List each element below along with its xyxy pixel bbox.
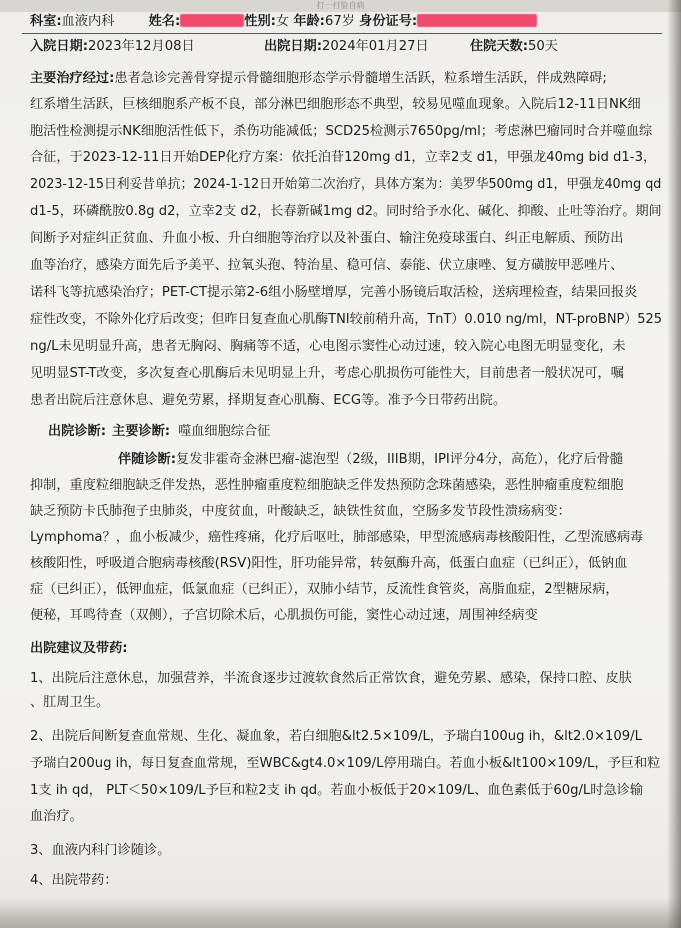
stay-value: 50天 [528, 39, 558, 54]
dept-label: 科室: [30, 14, 62, 29]
advice-title: 出院建议及带药: [30, 641, 128, 656]
advice-item-1b: 、肛周卫生。 [30, 695, 110, 710]
course-line-12: 患者出院后注意休息、避免劳累，择期复查心肌酶、ECG等。准予今日带药出院。 [30, 393, 507, 408]
course-line-9: 症性改变，不除外化疗后改变；但昨日复查血心肌酶TNI较前稍升高，TnT）0.010 ng/ml，NT-proBNP）525 [30, 312, 663, 327]
secondary-text: 复发非霍奇金淋巴瘤-滤泡型（2级，IIIB期，IPI评分4分，高危），化疗后骨髓 [176, 452, 624, 467]
age-value: 67岁 [324, 14, 355, 29]
header-row-2 [30, 38, 195, 56]
main-diagnosis-value: 噬血细胞综合征 [178, 424, 271, 439]
admit-value: 2023年12月08日 [88, 39, 195, 54]
discharge-date [264, 38, 429, 56]
header-divider [22, 33, 662, 34]
diagnosis-title: 出院诊断: [48, 424, 107, 439]
secondary-line-1: 抑制，重度粒细胞缺乏伴发热，恶性肿瘤重度粒细胞缺乏伴发热预防念珠菌感染，恶性肿瘤重度粒细胞 [30, 478, 624, 493]
name-label: 姓名: [148, 14, 181, 29]
paper-right-shadow [667, 0, 681, 928]
course-title: 主要治疗经过: [30, 71, 115, 86]
main-diagnosis-label: 主要诊断: [112, 424, 171, 439]
course-line-5: d1-5，环磷酰胺0.8g d2，立幸2支 d2，长春新碱1mg d2。同时给予水化、碱化、抑酸、止吐等治疗。期间 [30, 204, 662, 219]
id-label: 身份证号: [359, 14, 418, 29]
paper-bottom-shadow [0, 898, 681, 928]
course-line-7: 血等治疗，感染方面先后予美平、拉氧头孢、特治星、稳可信、泰能、伏立康唑、复方磺胺甲恶唑片、 [30, 258, 624, 273]
discharge-label: 出院日期: [264, 39, 323, 54]
secondary-line-2: 缺乏预防卡氏肺孢子虫肺炎，中度贫血，叶酸缺乏，缺铁性贫血，空肠多发节段性溃疡病变： [30, 504, 571, 519]
sex-label: 性别: [244, 14, 276, 29]
advice-item-1a: 1、出院后注意休息，加强营养，半流食逐步过渡软食然后正常饮食，避免劳累、感染，保持口腔、皮肤 [30, 671, 632, 686]
header-row-1 [30, 13, 537, 31]
top-stub: 打一打验自病 [0, 0, 681, 12]
admit-label: 入院日期: [30, 39, 89, 54]
sex-value: 女 [275, 14, 290, 29]
advice-item-2d: 血治疗。 [30, 809, 83, 824]
course-line-2: 胞活性检测提示NK细胞活性低下，杀伤功能减低；SCD25检测示7650pg/ml；考虑淋巴瘤同时合并噬血综 [30, 124, 653, 139]
stay-days [470, 38, 558, 56]
advice-item-2a: 2、出院后间断复查血常规、生化、凝血象，若白细胞&lt2.5×109/L，予瑞白100ug ih，&lt2.0×109/L [30, 729, 642, 744]
secondary-diagnosis-label: 伴随诊断: [118, 452, 177, 467]
course-line-11: 见明显ST-T改变，多次复查心肌酶后未见明显上升，考虑心肌损伤可能性大，目前患者一般状况可，嘱 [30, 366, 624, 381]
advice-item-4: 4、出院带药： [30, 873, 118, 888]
dept-value: 血液内科 [61, 14, 115, 29]
secondary-line-4: 核酸阳性，呼吸道合胞病毒核酸(RSV)阳性，肝功能异常，转氨酶升高，低蛋白血症（已纠正），低钠血 [30, 556, 628, 571]
name-redaction [180, 14, 244, 27]
course-text: 患者急诊完善骨穿提示骨髓细胞形态学示骨髓增生活跃，粒系增生活跃，伴成熟障碍; [114, 71, 607, 86]
secondary-line-6: 便秘，耳鸣待查（双侧），子宫切除术后，心肌损伤可能，窦性心动过速，周围神经病变 [30, 608, 538, 623]
course-line-1: 红系增生活跃，巨核细胞系产板不良，部分淋巴细胞形态不典型，较易见噬血现象。入院后12-11日NK细 [30, 97, 641, 112]
course-line-0 [30, 70, 607, 88]
discharge-value: 2024年01月27日 [322, 39, 429, 54]
secondary-line-0 [118, 451, 623, 469]
advice-item-2b: 予瑞白200ug ih，每日复查血常规，至WBC&gt4.0×109/L停用瑞白。若血小板&lt100×109/L，予巨和粒 [30, 756, 661, 771]
stay-label: 住院天数: [470, 39, 529, 54]
age-label: 年龄: [293, 14, 325, 29]
course-line-8: 诺科飞等抗感染治疗；PET-CT提示第2-6组小肠壁增厚，完善小肠镜后取活检，送病理检查，结果回报炎 [30, 285, 638, 300]
diagnosis-main-row [48, 423, 270, 441]
course-line-3: 合征，于2023-12-11日开始DEP化疗方案：依托泊苷120mg d1，立幸2支 d1，甲强龙40mg bid d1-3， [30, 150, 657, 165]
secondary-line-3: Lymphoma？，血小板减少，癌性疼痛，化疗后呕吐，肺部感染，甲型流感病毒核酸阳性，乙型流感病毒 [30, 530, 644, 545]
advice-item-2c: 1支 ih qd， PLT＜50×109/L予巨和粒2支 ih qd。若血小板低于20×109/L、血色素低于60g/L时急诊输 [30, 783, 644, 798]
advice-item-3: 3、血液内科门诊随诊。 [30, 843, 171, 858]
secondary-line-5: 症（已纠正），低钾血症，低氯血症（已纠正），双肺小结节，反流性食管炎，高脂血症，2型糖尿病， [30, 582, 619, 597]
course-line-10: ng/L未见明显升高，患者无胸闷、胸痛等不适，心电图示窦性心动过速，较入院心电图无明显变化，未 [30, 339, 626, 354]
course-line-6: 间断予对症纠正贫血、升血小板、升白细胞等治疗以及补蛋白、输注免疫球蛋白、纠正电解质、预防出 [30, 231, 624, 246]
course-line-4: 2023-12-15日利妥昔单抗；2024-1-12日开始第二次治疗，具体方案为：美罗华500mg d1，甲强龙40mg qd [30, 177, 662, 192]
id-redaction [417, 14, 537, 27]
